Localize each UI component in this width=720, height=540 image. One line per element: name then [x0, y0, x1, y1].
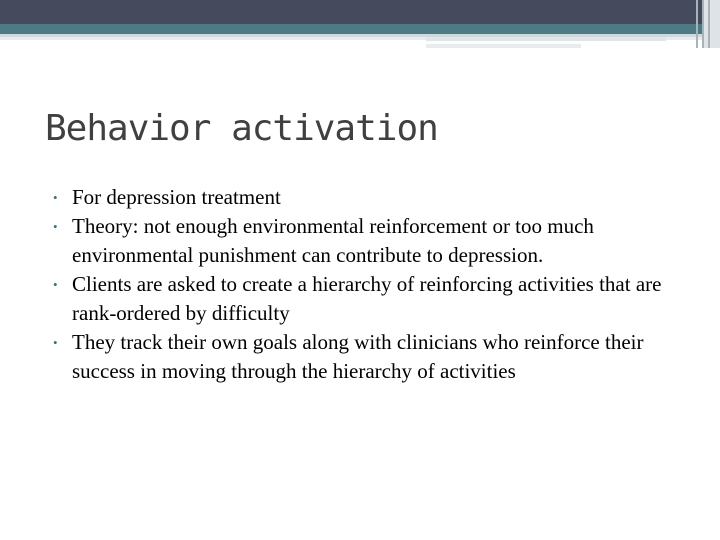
header-accent-line-short	[426, 44, 581, 48]
bullet-item	[45, 270, 705, 328]
header-stripe	[708, 0, 710, 48]
bullet-icon: •	[53, 335, 58, 350]
bullet-text: For depression treatment	[72, 185, 281, 209]
header-corner-fill	[702, 0, 720, 48]
header-accent-line	[426, 37, 666, 41]
slide-title: Behavior activation	[45, 108, 438, 149]
bullet-text: Clients are asked to create a hierarchy of reinforcing activities that are rank-ordered by difficulty	[72, 272, 662, 325]
bullet-icon: •	[53, 190, 58, 205]
header-stripe	[696, 0, 698, 48]
bullet-text: Theory: not enough environmental reinforcement or too much environmental punishment can contribute to depression.	[72, 214, 594, 267]
bullet-item	[45, 328, 705, 386]
bullet-item	[45, 212, 705, 270]
bullet-text: They track their own goals along with clinicians who reinforce their success in moving through the hierarchy of activities	[72, 330, 644, 383]
bullet-icon: •	[53, 277, 58, 292]
header-stripe	[702, 0, 704, 48]
header-teal-bar	[0, 24, 720, 34]
header-dark-bar	[0, 0, 720, 24]
bullet-list	[45, 183, 705, 386]
bullet-icon: •	[53, 219, 58, 234]
bullet-item	[45, 183, 705, 212]
